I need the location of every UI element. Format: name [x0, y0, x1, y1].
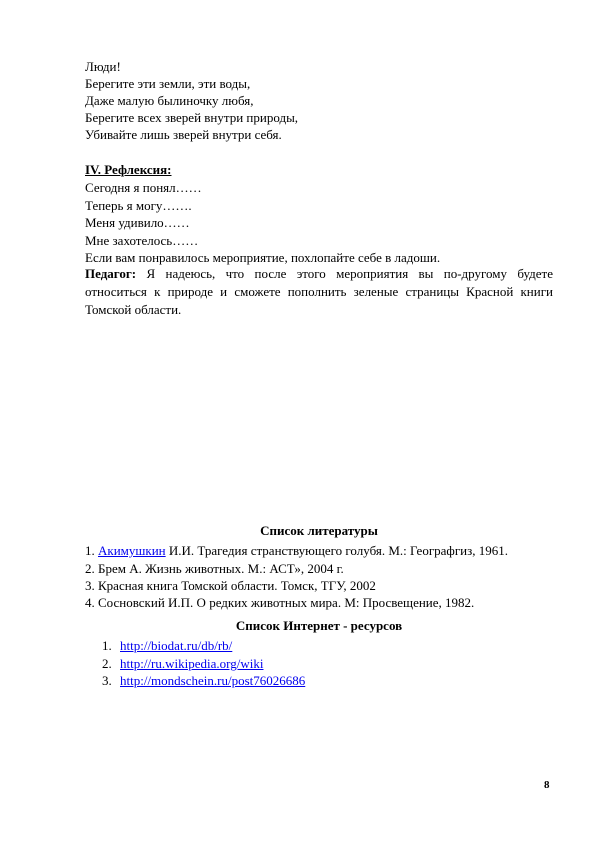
internet-item-number: 1. — [102, 638, 112, 653]
reflection-heading: IV. Рефлексия: — [85, 162, 172, 177]
reflection-line: Если вам понравилось мероприятие, похлопайте себе в ладоши. — [85, 250, 441, 265]
literature-item — [85, 542, 508, 559]
literature-item-number: 4. — [85, 595, 98, 610]
reflection-line: Сегодня я понял…… — [85, 180, 202, 195]
internet-heading: Список Интернет - ресурсов — [235, 618, 403, 633]
internet-link[interactable]: http://mondschein.ru/post76026686 — [120, 673, 306, 688]
poem-line: Люди! — [85, 59, 121, 74]
internet-item — [102, 637, 232, 654]
literature-heading: Список литературы — [260, 523, 378, 538]
poem-line: Берегите всех зверей внутри природы, — [85, 110, 299, 125]
literature-item — [85, 560, 344, 577]
reflection-line: Мне захотелось…… — [85, 233, 199, 248]
literature-item-number: 3. — [85, 578, 98, 593]
reflection-line: Теперь я могу……. — [85, 198, 192, 213]
literature-item-text: И.И. Трагедия странствующего голубя. М.: Географгиз, 1961. — [165, 543, 509, 558]
literature-item — [85, 577, 376, 594]
literature-item — [85, 594, 474, 611]
internet-item — [102, 655, 263, 672]
poem-line: Берегите эти земли, эти воды, — [85, 76, 251, 91]
internet-item — [102, 672, 305, 689]
teacher-label: Педагог: — [85, 266, 137, 281]
literature-item-number: 1. — [85, 543, 98, 558]
literature-item-number: 2. — [85, 561, 98, 576]
poem-line: Даже малую былиночку любя, — [85, 93, 254, 108]
page-number: 8 — [544, 779, 550, 791]
teacher-paragraph — [85, 265, 553, 319]
literature-item-link[interactable]: Акимушкин — [98, 543, 166, 558]
internet-item-number: 2. — [102, 656, 112, 671]
internet-item-number: 3. — [102, 673, 112, 688]
teacher-text: Я надеюсь, что после этого мероприятия вы по-другому будете относиться к природе и сможете пополнить зеленые страницы Красной книги Томской области. — [85, 266, 553, 317]
literature-item-text: Красная книга Томской области. Томск, ТГУ, 2002 — [98, 578, 376, 593]
reflection-line: Меня удивило…… — [85, 215, 190, 230]
literature-item-text: Сосновский И.П. О редких животных мира. М: Просвещение, 1982. — [98, 595, 475, 610]
poem-line: Убивайте лишь зверей внутри себя. — [85, 127, 282, 142]
internet-link[interactable]: http://biodat.ru/db/rb/ — [120, 638, 233, 653]
internet-link[interactable]: http://ru.wikipedia.org/wiki — [120, 656, 264, 671]
literature-item-text: Брем А. Жизнь животных. М.: АСТ», 2004 г. — [98, 561, 344, 576]
